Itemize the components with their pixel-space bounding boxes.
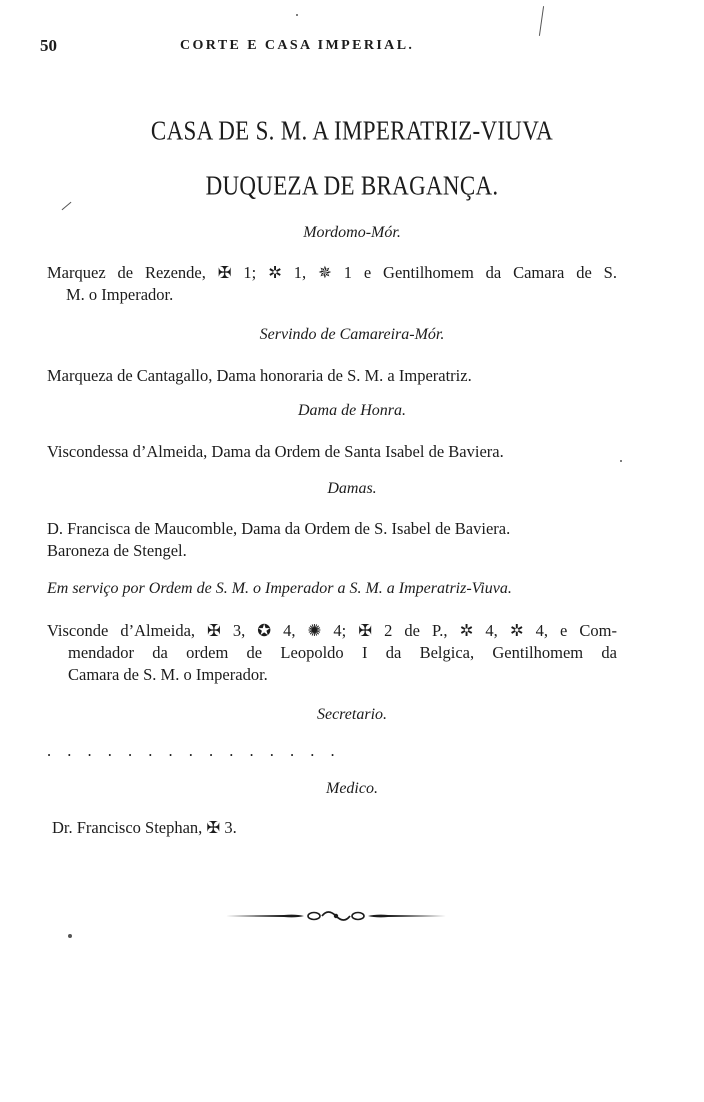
page-title: CASA DE S. M. A IMPERATRIZ-VIUVA bbox=[150, 115, 554, 146]
entry-line: Baroneza de Stengel. bbox=[47, 541, 187, 560]
entry-line: D. Francisca de Maucomble, Dama da Ordem de S. Isabel de Baviera. bbox=[47, 519, 511, 538]
ink-speck bbox=[620, 460, 622, 462]
pencil-mark bbox=[539, 6, 544, 36]
entry-dama-de-honra: Viscondessa d’Almeida, Dama da Ordem de Santa Isabel de Baviera. bbox=[47, 442, 504, 461]
ink-speck bbox=[68, 934, 72, 938]
entry-medico: Dr. Francisco Stephan, ✠ 3. bbox=[52, 818, 237, 837]
entry-line: Marquez de Rezende, ✠ 1; ✲ 1, ✵ 1 e Gentilhomem da Camara de S. bbox=[47, 263, 617, 282]
heading-dama-de-honra: Dama de Honra. bbox=[298, 402, 406, 419]
entry-line: M. o Imperador. bbox=[66, 285, 174, 304]
entry-camareira: Marqueza de Cantagallo, Dama honoraria de S. M. a Imperatriz. bbox=[47, 366, 472, 385]
pencil-mark bbox=[62, 202, 72, 210]
running-header bbox=[40, 36, 480, 58]
entry-secretario-dots: . . . . . . . . . . . . . . . bbox=[47, 741, 341, 760]
entry-damas bbox=[47, 518, 617, 562]
page-subtitle: DUQUEZA DE BRAGANÇA. bbox=[205, 170, 499, 201]
heading-damas: Damas. bbox=[327, 480, 377, 497]
heading-camareira-mor: Servindo de Camareira-Mór. bbox=[259, 326, 445, 343]
heading-em-servico: Em serviço por Ordem de S. M. o Imperador a S. M. a Imperatriz-Viuva. bbox=[47, 580, 512, 597]
entry-line: Visconde d’Almeida, ✠ 3, ✪ 4, ✺ 4; ✠ 2 de P., ✲ 4, ✲ 4, e Com- bbox=[47, 621, 617, 640]
entry-em-servico bbox=[47, 620, 617, 686]
heading-medico: Medico. bbox=[326, 780, 378, 797]
heading-mordomo-mor: Mordomo-Mór. bbox=[303, 224, 401, 241]
running-title: CORTE E CASA IMPERIAL. bbox=[180, 38, 415, 53]
entry-line: mendador da ordem de Leopoldo I da Belgica, Gentilhomem da bbox=[68, 643, 617, 662]
tailpiece-ornament-icon bbox=[224, 906, 448, 926]
heading-secretario: Secretario. bbox=[316, 706, 388, 723]
entry-line: Camara de S. M. o Imperador. bbox=[68, 665, 268, 684]
page-number: 50 bbox=[40, 36, 57, 55]
ink-speck bbox=[296, 14, 298, 16]
entry-mordomo-mor bbox=[47, 262, 617, 306]
